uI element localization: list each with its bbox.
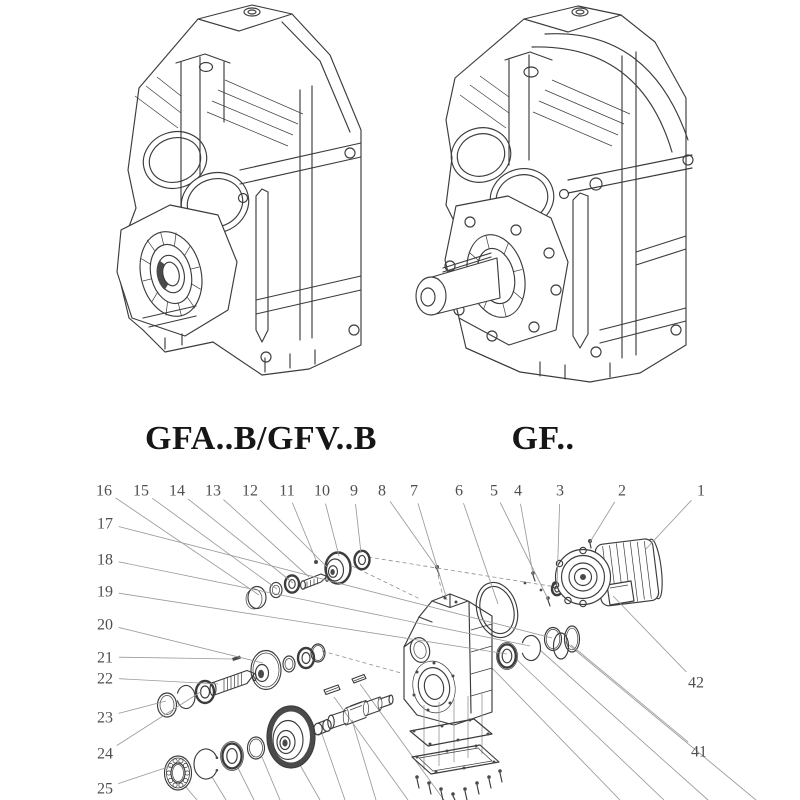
callout-20-number: 20	[97, 616, 113, 634]
input-gear	[326, 553, 351, 584]
projection-line	[322, 651, 401, 673]
callout-8-number: 8	[378, 482, 386, 500]
callout-16-number: 16	[96, 482, 112, 500]
callout-22-number: 22	[97, 670, 113, 688]
projection-line	[352, 566, 420, 599]
callout-13-number: 13	[205, 482, 221, 500]
projection-line	[368, 557, 556, 587]
callout-19-number: 19	[97, 583, 113, 601]
gear-housing	[404, 594, 492, 725]
pan-bolts	[415, 769, 502, 800]
callout-12-number: 12	[242, 482, 258, 500]
callout-41-number: 41	[691, 743, 707, 761]
flat-gear	[251, 651, 281, 690]
callout-4-leader	[521, 504, 534, 574]
callout-3-number: 3	[556, 482, 564, 500]
output-shaft	[328, 695, 393, 729]
motor-terminal-box	[607, 581, 634, 605]
washer	[283, 656, 295, 672]
callout-23-number: 23	[97, 709, 113, 727]
key	[324, 685, 340, 695]
callout-17-number: 17	[97, 515, 113, 533]
callout-5-number: 5	[490, 482, 498, 500]
callout-layer	[96, 483, 707, 798]
callout-24-number: 24	[97, 745, 113, 763]
callout-5-leader	[500, 503, 548, 600]
callout-6-number: 6	[455, 482, 463, 500]
callout-9-leader	[356, 504, 362, 553]
callout-7-leader	[418, 503, 447, 600]
callout-15-leader	[152, 498, 277, 589]
washer-large	[248, 737, 265, 759]
pinion-shaft	[210, 671, 256, 696]
snap-ring	[522, 635, 540, 660]
bearing-output-right	[497, 643, 518, 670]
output-gear	[267, 706, 315, 768]
callout-7-number: 7	[410, 482, 418, 500]
washer	[270, 582, 282, 597]
callout-21-leader	[119, 657, 233, 659]
exploded-parts-diagram	[96, 483, 756, 800]
snap-ring-large	[194, 749, 218, 779]
callout-18-number: 18	[97, 551, 113, 569]
callout-25-leader	[118, 766, 171, 784]
callout-11-number: 11	[279, 482, 295, 500]
model-label-left: GFA..B/GFV..B	[145, 420, 377, 457]
callout-14-number: 14	[169, 482, 185, 500]
callout-10-leader	[326, 504, 340, 556]
callout-14-leader	[188, 499, 293, 583]
motor	[552, 537, 665, 606]
callout-42-number: 42	[688, 674, 704, 692]
callout-8-leader	[390, 501, 437, 568]
bearing-small	[355, 551, 370, 569]
bearing-large	[221, 742, 244, 771]
ball-bearing	[165, 756, 192, 790]
model-label-right: GF..	[511, 420, 575, 457]
callout-11-leader	[292, 503, 316, 560]
bearing	[196, 681, 214, 703]
callout-2-leader	[590, 502, 615, 542]
callout-4-number: 4	[514, 482, 522, 500]
oil-pan-cover	[412, 745, 499, 775]
callout-15-number: 15	[133, 482, 149, 500]
pinion-shaft-small	[301, 574, 329, 589]
key	[352, 675, 366, 684]
callout-42-leader	[613, 596, 686, 672]
callout-1-number: 1	[697, 482, 705, 500]
callout-2-number: 2	[618, 482, 626, 500]
callout-25-number: 25	[97, 780, 113, 798]
gearbox-drawing-gfab	[117, 5, 361, 375]
callout-12-leader	[260, 500, 327, 567]
callout-24-leader	[117, 691, 202, 746]
gearbox-drawing-gf	[416, 6, 693, 382]
spacer-rings	[554, 626, 580, 659]
callout-9-number: 9	[350, 482, 358, 500]
key-pin	[314, 560, 318, 564]
callout-21-number: 21	[97, 649, 113, 667]
callout-10-number: 10	[314, 482, 330, 500]
callout-1-leader	[646, 500, 692, 549]
